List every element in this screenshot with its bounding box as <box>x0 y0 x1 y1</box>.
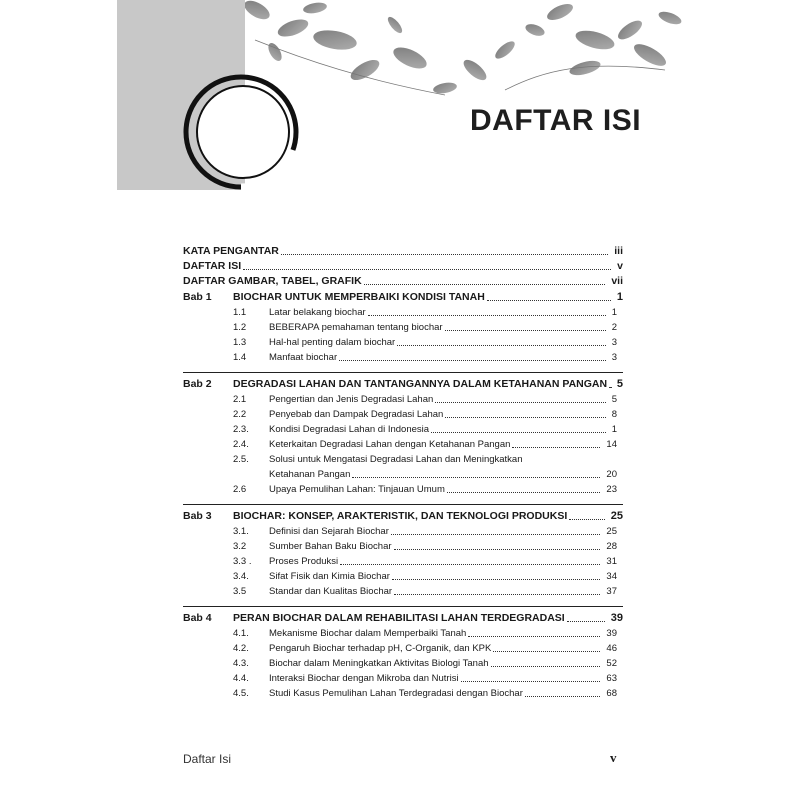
toc-chapter-title: DEGRADASI LAHAN DAN TANTANGANNYA DALAM KETAHANAN PANGAN <box>233 378 608 390</box>
toc-entry-label: DAFTAR ISI <box>183 260 242 272</box>
toc-subsection-label: Keterkaitan Degradasi Lahan dengan Ketahanan Pangan <box>269 439 511 450</box>
toc-subsection-label: Mekanisme Biochar dalam Memperbaiki Tanah <box>269 628 467 639</box>
leader-dots <box>339 360 606 361</box>
toc-subsection-number: 4.4. <box>233 673 249 684</box>
toc-subsection-page: 37 <box>606 586 617 597</box>
leaves-decoration-icon <box>245 0 685 110</box>
toc-subsection-page: 3 <box>611 337 617 348</box>
leader-dots <box>445 417 605 418</box>
toc-subsection-entry <box>183 586 623 600</box>
toc-entry-page: vii <box>611 275 623 287</box>
leader-dots <box>397 345 605 346</box>
toc-subsection-label: Hal-hal penting dalam biochar <box>269 337 396 348</box>
toc-subsection-entry <box>183 454 623 468</box>
leader-dots <box>567 621 605 622</box>
toc-subsection-entry <box>183 424 623 438</box>
toc-front-entry <box>183 275 623 289</box>
toc-subsection-page: 31 <box>606 556 617 567</box>
toc-front-entry <box>183 245 623 259</box>
toc-subsection-label: Biochar dalam Meningkatkan Aktivitas Biologi Tanah <box>269 658 489 669</box>
toc-entry-page: v <box>617 260 623 272</box>
leader-dots <box>431 432 606 433</box>
toc-entry-label: DAFTAR GAMBAR, TABEL, GRAFIK <box>183 275 362 287</box>
toc-subsection-entry <box>183 484 623 498</box>
toc-subsection-page: 52 <box>606 658 617 669</box>
leader-dots <box>391 534 601 535</box>
leader-dots <box>445 330 606 331</box>
toc-subsection-number: 3.2 <box>233 541 247 552</box>
toc-chapter-page: 1 <box>616 291 623 303</box>
toc-subsection-page: 20 <box>606 469 617 480</box>
toc-subsection-number: 3.5 <box>233 586 247 597</box>
circle-ring-icon <box>181 70 301 194</box>
toc-subsection-number: 2.6 <box>233 484 247 495</box>
toc-entry-label: KATA PENGANTAR <box>183 245 279 257</box>
toc-subsection-label: Interaksi Biochar dengan Mikroba dan Nutrisi <box>269 673 459 684</box>
footer-page-number: v <box>610 750 617 765</box>
toc-subsection-page: 5 <box>611 394 617 405</box>
toc-subsection-number: 4.5. <box>233 688 249 699</box>
toc-subsection-entry <box>183 352 623 366</box>
toc-subsection-page: 14 <box>606 439 617 450</box>
toc-subsection-page: 1 <box>611 307 617 318</box>
toc-subsection-page: 28 <box>606 541 617 552</box>
toc-entry-page: iii <box>614 245 623 257</box>
toc-chapter-entry <box>183 291 623 305</box>
leader-dots <box>364 284 606 285</box>
leader-dots <box>491 666 601 667</box>
toc-subsection-label: Studi Kasus Pemulihan Lahan Terdegradasi dengan Biochar <box>269 688 523 699</box>
toc-subsection-label: Manfaat biochar <box>269 352 338 363</box>
toc-subsection-label: Standar dan Kualitas Biochar <box>269 586 393 597</box>
toc-subsection-number: 1.4 <box>233 352 247 363</box>
toc-subsection-page: 46 <box>606 643 617 654</box>
leader-dots <box>569 519 604 520</box>
toc-subsection-entry <box>183 571 623 585</box>
toc-subsection-number: 2.1 <box>233 394 247 405</box>
toc-subsection-entry <box>183 322 623 336</box>
toc-chapter-number: Bab 2 <box>183 378 212 390</box>
toc-subsection-label: Solusi untuk Mengatasi Degradasi Lahan dan Meningkatkan <box>269 454 523 465</box>
chapter-separator <box>183 372 623 373</box>
toc-subsection-label: Pengertian dan Jenis Degradasi Lahan <box>269 394 434 405</box>
leader-dots <box>394 549 601 550</box>
toc-subsection-page: 68 <box>606 688 617 699</box>
toc-chapter-title: BIOCHAR UNTUK MEMPERBAIKI KONDISI TANAH <box>233 291 485 303</box>
toc-subsection-page: 39 <box>606 628 617 639</box>
footer-section-label: Daftar Isi <box>183 752 232 766</box>
toc-subsection-number: 2.4. <box>233 439 249 450</box>
toc-subsection-entry <box>183 337 623 351</box>
leader-dots <box>243 269 611 270</box>
toc-subsection-number: 1.1 <box>233 307 247 318</box>
toc-subsection-number: 4.1. <box>233 628 249 639</box>
toc-chapter-number: Bab 4 <box>183 612 212 624</box>
toc-subsection-number: 4.3. <box>233 658 249 669</box>
leader-dots <box>340 564 600 565</box>
toc-subsection-entry <box>183 643 623 657</box>
toc-subsection-number: 2.2 <box>233 409 247 420</box>
toc-subsection-number: 3.1. <box>233 526 249 537</box>
toc-subsection-number: 4.2. <box>233 643 249 654</box>
toc-subsection-entry-continued <box>183 469 623 483</box>
toc-subsection-label: Upaya Pemulihan Lahan: Tinjauan Umum <box>269 484 445 495</box>
toc-chapter-entry <box>183 612 623 626</box>
toc-subsection-entry <box>183 628 623 642</box>
toc-subsection-number: 1.3 <box>233 337 247 348</box>
toc-chapter-number: Bab 1 <box>183 291 212 303</box>
leader-dots <box>368 315 606 316</box>
toc-subsection-entry <box>183 541 623 555</box>
toc-subsection-label: Sumber Bahan Baku Biochar <box>269 541 392 552</box>
toc-subsection-entry <box>183 409 623 423</box>
leader-dots <box>525 696 601 697</box>
page-title: DAFTAR ISI <box>470 104 642 137</box>
toc-subsection-label: Sifat Fisik dan Kimia Biochar <box>269 571 390 582</box>
toc-subsection-number: 2.5. <box>233 454 249 465</box>
toc-subsection-entry <box>183 307 623 321</box>
toc-subsection-page: 23 <box>606 484 617 495</box>
toc-subsection-number: 2.3. <box>233 424 249 435</box>
toc-chapter-page: 39 <box>610 612 623 624</box>
toc-subsection-page: 34 <box>606 571 617 582</box>
toc-subsection-page: 3 <box>611 352 617 363</box>
leader-dots <box>281 254 608 255</box>
toc-subsection-number: 1.2 <box>233 322 247 333</box>
leader-dots <box>461 681 601 682</box>
chapter-separator <box>183 504 623 505</box>
toc-subsection-page: 63 <box>606 673 617 684</box>
toc-subsection-page: 2 <box>611 322 617 333</box>
toc-chapter-number: Bab 3 <box>183 510 212 522</box>
toc-chapter-page: 5 <box>616 378 623 390</box>
toc-subsection-entry <box>183 526 623 540</box>
leader-dots <box>435 402 605 403</box>
toc-subsection-entry <box>183 688 623 702</box>
toc-subsection-label: Proses Produksi <box>269 556 339 567</box>
toc-chapter-entry <box>183 378 623 392</box>
chapter-separator <box>183 606 623 607</box>
toc-subsection-page: 8 <box>611 409 617 420</box>
leader-dots <box>447 492 601 493</box>
toc-chapter-entry <box>183 510 623 524</box>
toc-subsection-entry <box>183 556 623 570</box>
toc-subsection-label: Pengaruh Biochar terhadap pH, C-Organik, dan KPK <box>269 643 492 654</box>
toc-subsection-number: 3.3 . <box>233 556 252 567</box>
toc-subsection-entry <box>183 439 623 453</box>
leader-dots <box>394 594 600 595</box>
toc-subsection-entry <box>183 673 623 687</box>
toc-subsection-label: Latar belakang biochar <box>269 307 366 318</box>
leader-dots <box>468 636 600 637</box>
toc-chapter-page: 25 <box>610 510 623 522</box>
toc-subsection-label: Kondisi Degradasi Lahan di Indonesia <box>269 424 430 435</box>
toc-subsection-label: Penyebab dan Dampak Degradasi Lahan <box>269 409 444 420</box>
toc-chapter-title: PERAN BIOCHAR DALAM REHABILITASI LAHAN TERDEGRADASI <box>233 612 565 624</box>
toc-subsection-number: 3.4. <box>233 571 249 582</box>
leader-dots <box>493 651 600 652</box>
toc-subsection-page: 1 <box>611 424 617 435</box>
toc-subsection-entry <box>183 394 623 408</box>
leader-dots <box>487 300 611 301</box>
toc-subsection-label: Ketahanan Pangan <box>269 469 351 480</box>
toc-subsection-label: Definisi dan Sejarah Biochar <box>269 526 389 537</box>
leader-dots <box>512 447 600 448</box>
toc-front-entry <box>183 260 623 274</box>
toc-subsection-label: BEBERAPA pemahaman tentang biochar <box>269 322 443 333</box>
leader-dots <box>609 387 611 388</box>
leader-dots <box>392 579 601 580</box>
leader-dots <box>352 477 600 478</box>
toc-subsection-entry <box>183 658 623 672</box>
toc-chapter-title: BIOCHAR: KONSEP, ARAKTERISTIK, DAN TEKNOLOGI PRODUKSI <box>233 510 568 522</box>
toc-subsection-page: 25 <box>606 526 617 537</box>
